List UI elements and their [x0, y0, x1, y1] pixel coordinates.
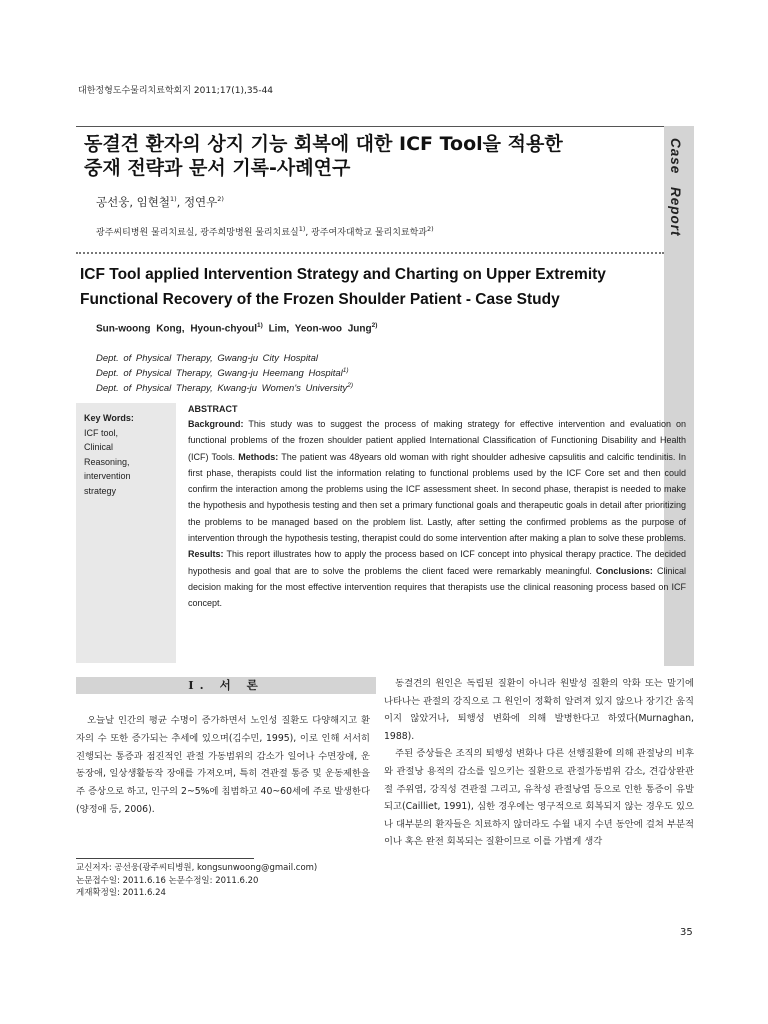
abstract-heading: ABSTRACT [188, 404, 238, 414]
top-rule [76, 126, 664, 127]
keyword-item: ICF tool, [84, 427, 119, 438]
author-name: 정연우 [183, 195, 218, 209]
abstract-body [188, 416, 686, 612]
abstract-results-text: This report illustrates how to apply the process based on ICF concept into physical therapy practice. The decided hypothesis and goal that are to solve the problems the client faced were remarkably meaningful. [188, 549, 686, 576]
english-title-line: ICF Tool applied Intervention Strategy and Charting on Upper Extremity [80, 266, 606, 283]
abstract-methods-head: Methods: [238, 451, 279, 462]
department-line [96, 352, 318, 364]
keywords-label: Key Words: [84, 413, 134, 423]
keyword-item: Reasoning, [84, 456, 130, 467]
keyword-item: strategy [84, 485, 117, 496]
author-sup: 2) [217, 195, 224, 204]
keyword-item: intervention [84, 471, 131, 481]
abstract-background-text: This study was to suggest the process of making strategy for effective intervention and evaluation on functional problems of the frozen shoulder patient applied International Classification of Functioning Disability and Health (ICF) Tools. [188, 419, 686, 462]
author-name: 공선웅, [96, 195, 133, 209]
affil-sup: 1) [298, 225, 306, 233]
department-line [96, 367, 349, 379]
department-text: Dept. of Physical Therapy, Kwang-ju Women's University [96, 383, 348, 395]
department-line [96, 382, 353, 394]
keyword-item: Clinical [84, 442, 114, 452]
abstract-methods-text: The patient was 48years old woman with right shoulder adhesive capsulitis and calcific tendinitis. In first phase, therapists could list the information relating to functional problems used by the ICF Core set and then could confirm the interaction among the problems using the ICF assessment sheet. In second phase, therapist is needed to make the hypothesis and hypothesis testing and then set a primary functional goals and therapeutic goals in detail after prioritizing the problems to be managed based on the problem list. Lastly, after setting the confirmed problems as the purpose of intervention through the hypothesis testing, therapist could do some intervention after making a plan to solve these problems. [188, 451, 687, 544]
author-name: Sun-woong Kong, [96, 323, 185, 335]
sidebar-label: Case Report [668, 138, 683, 237]
correspondence-footnote [76, 862, 317, 900]
author-sep: , [176, 195, 181, 209]
english-authors [96, 322, 377, 334]
department-sup: 2) [347, 382, 354, 389]
intro-right-paragraph: 동결견의 원인은 독립된 질환이 아니라 원발성 질환의 악화 또는 말기에 나타나는 관절의 강직으로 그 원인이 정확히 알려져 있지 않으나 장기간 움직이지 않았거나, 퇴행성 변화에 의해 발병한다고 하였다(Murnaghan, 1988). [384, 678, 694, 742]
accepted-date: 게재확정일: 2011.6.24 [76, 888, 166, 898]
abstract-background-head: Background: [188, 419, 244, 429]
author-sup: 2) [371, 322, 378, 329]
department-text: Dept. of Physical Therapy, Gwang-ju City Hospital [96, 353, 318, 365]
department-sup: 1) [342, 367, 349, 374]
korean-title-line: 중재 전략과 문서 기록-사례연구 [84, 157, 351, 179]
author-name: Hyoun-chyoul [190, 323, 257, 335]
received-date: 논문접수일: 2011.6.16 논문수정일: 2011.6.20 [76, 875, 259, 886]
korean-title-line: 동결견 환자의 상지 기능 회복에 대한 ICF Tool을 적용한 [84, 133, 563, 155]
affil-part: , 광주여자대학교 물리치료학과 [305, 228, 427, 238]
affil-sup: 2) [427, 225, 434, 233]
page-number: 35 [680, 927, 693, 938]
abstract-results-head: Results: [188, 549, 224, 560]
author-name: Yeon-woo Jung [294, 323, 372, 335]
english-title-line: Functional Recovery of the Frozen Shoulder Patient - Case Study [80, 291, 560, 308]
english-title [80, 262, 670, 312]
abstract-conclusions-text: Clinical decision making for the most effective intervention requires that therapists use the clinical reasoning process based on ICF concept. [188, 565, 686, 609]
section-heading-introduction: I. 서 론 [76, 677, 376, 694]
intro-right-column [384, 675, 694, 851]
korean-title [84, 132, 654, 180]
intro-left-paragraph: 오늘날 인간의 평균 수명이 증가하면서 노인성 질환도 다양해지고 환자의 수 또한 증가되는 추세에 있으며(김수민, 1995), 이로 인해 서서히 진행되는 통증과 점진적인 관절 가동범위의 감소가 일어나 수면장애, 운동장애, 일상생활동작 장애를 가져오며, 특히 견관절 통증 및 운동제한을 주 증상으로 하고, 인구의 2~5%에 침범하고 40~60세에 주로 발생한다(양정애 등, 2006). [76, 715, 370, 815]
footnote-rule [76, 858, 254, 859]
department-text: Dept. of Physical Therapy, Gwang-ju Heemang Hospital [96, 368, 343, 380]
abstract-conclusions-head: Conclusions: [595, 565, 653, 576]
author-sup: 1) [257, 322, 263, 329]
affil-part: 광주씨티병원 물리치료실, 광주희망병원 물리치료실 [96, 228, 299, 238]
author-sup: 1) [169, 195, 177, 204]
corresponding-author: 교신저자: 공선웅(광주씨티병원, kongsunwoong@gmail.com) [76, 863, 318, 873]
keywords-box [76, 403, 176, 663]
author-name: Lim, [268, 323, 290, 335]
journal-citation: 대한정형도수물리치료학회지 2011;17(1),35-44 [78, 86, 274, 96]
author-name: 임현철 [136, 195, 170, 209]
abstract [188, 403, 686, 612]
dotted-divider [76, 252, 664, 254]
korean-affiliations [96, 225, 434, 238]
korean-authors [96, 194, 224, 210]
intro-right-paragraph: 주된 증상들은 조직의 퇴행성 변화나 다른 선행질환에 의해 관절낭의 비후와 관절낭 용적의 감소를 일으키는 질환으로 관절가동범위 감소, 견갑상완관절 주위염, 강직성 견관절 그리고, 유착성 관절낭염 등으로 인한 통증이 유발되고(Cailliet, 1991), 심한 경우에는 영구적으로 회복되지 않는 경우도 있으나 대부분의 환자들은 치료하지 않더라도 수월 내지 수년 동안에 걸쳐 부분적이나 혹은 완전 회복되는 질환이므로 이를 가볍게 생각 [384, 748, 694, 848]
